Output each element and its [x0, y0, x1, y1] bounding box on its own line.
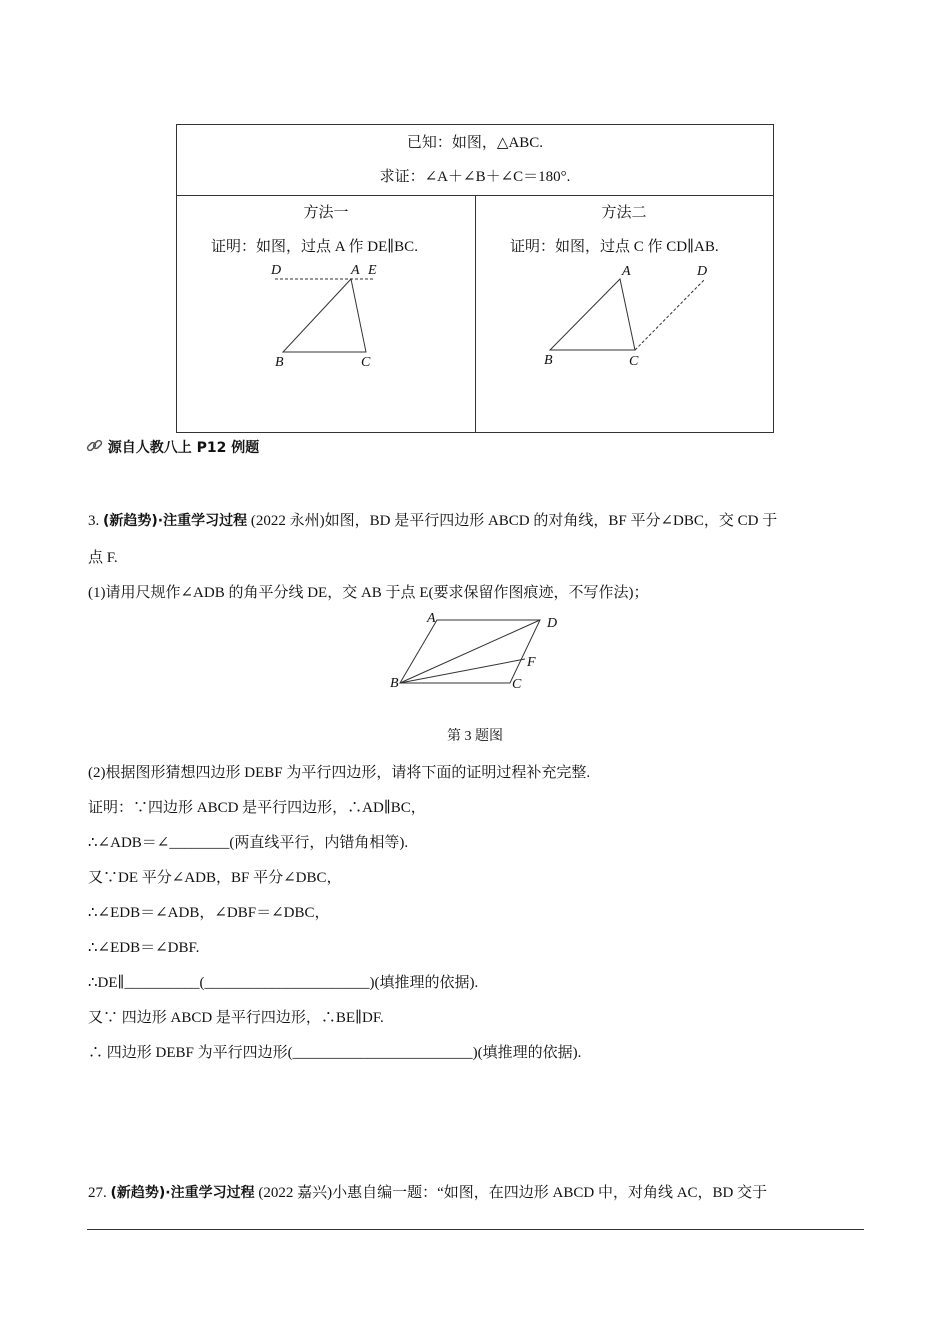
method1-title: 方法一: [303, 205, 349, 221]
problem-table: [176, 124, 774, 433]
q3-part1: (1)请用尺规作∠ADB 的角平分线 DE，交 AB 于点 E(要求保留作图痕迹，不写作法)；: [88, 585, 649, 601]
triangle-abc-2: [550, 279, 635, 350]
q3-stem: (2022 永州)如图，BD 是平行四边形 ABCD 的对角线，BF 平分∠DBC，交 CD 于: [247, 513, 778, 529]
q27-number: 27.: [88, 1185, 111, 1201]
footer-rule: [87, 1229, 864, 1230]
column-divider: [475, 195, 476, 432]
given-text: 已知：如图，△ABC.: [406, 135, 544, 151]
q3-tag: (新趋势)·注重学习过程: [103, 513, 248, 529]
prove-text: 求证：∠A＋∠B＋∠C＝180°.: [379, 169, 571, 185]
proof-line: 又∵ 四边形 ABCD 是平行四边形，∴BE∥DF.: [88, 1010, 384, 1026]
q3-number: 3.: [88, 513, 103, 529]
triangle-abc: [283, 279, 366, 352]
label-C: C: [512, 677, 522, 692]
proof-line: ∴DE∥__________(______________________)(填推理的依据).: [88, 975, 479, 991]
q3-part2: (2)根据图形猜想四边形 DEBF 为平行四边形，请将下面的证明过程补充完整.: [88, 765, 591, 781]
proof-line: ∴∠EDB＝∠DBF.: [88, 940, 200, 956]
label-B: B: [390, 676, 399, 691]
label-A: A: [427, 611, 436, 626]
label-D: D: [697, 264, 708, 279]
q27-tag: (新趋势)·注重学习过程: [110, 1185, 255, 1201]
label-C: C: [629, 354, 639, 369]
label-A: A: [351, 263, 360, 278]
figure-method1: [265, 260, 395, 372]
proof-line: 又∵DE 平分∠ADB，BF 平分∠DBC，: [88, 870, 342, 886]
method2-title: 方法二: [601, 205, 647, 221]
proof-line: ∴∠ADB＝∠________(两直线平行，内错角相等).: [88, 835, 409, 851]
label-F: F: [527, 655, 536, 670]
proof-line: ∴ 四边形 DEBF 为平行四边形(________________________)(填推理的依据).: [88, 1045, 582, 1061]
method1-text: 证明：如图，过点 A 作 DE∥BC.: [211, 239, 418, 255]
proof-line: 证明：∵四边形 ABCD 是平行四边形，∴AD∥BC，: [88, 800, 426, 816]
label-A: A: [622, 264, 631, 279]
line-cd: [635, 279, 705, 350]
label-B: B: [544, 353, 553, 368]
diagonal-bd: [400, 620, 540, 683]
proof-line: ∴∠EDB＝∠ADB，∠DBF＝∠DBC，: [88, 905, 330, 921]
q27-line1: [88, 1181, 767, 1202]
label-B: B: [275, 355, 284, 370]
q3-line2: 点 F.: [88, 550, 118, 566]
label-C: C: [361, 355, 371, 370]
label-E: E: [368, 263, 377, 278]
figure-caption: 第 3 题图: [447, 729, 503, 744]
link-icon: [86, 437, 104, 455]
label-D: D: [547, 616, 558, 631]
q27-stem: (2022 嘉兴)小惠自编一题：“如图，在四边形 ABCD 中，对角线 AC，BD 交于: [254, 1185, 768, 1201]
source-line: [86, 437, 259, 457]
bisector-bf: [400, 659, 525, 683]
figure-method2: [542, 260, 722, 372]
method2-text: 证明：如图，过点 C 作 CD∥AB.: [510, 239, 719, 255]
q3-line1: [88, 509, 777, 530]
source-text: 源自人教八上 P12 例题: [107, 440, 260, 456]
figure-q3: [385, 608, 565, 693]
label-D: D: [271, 263, 282, 278]
